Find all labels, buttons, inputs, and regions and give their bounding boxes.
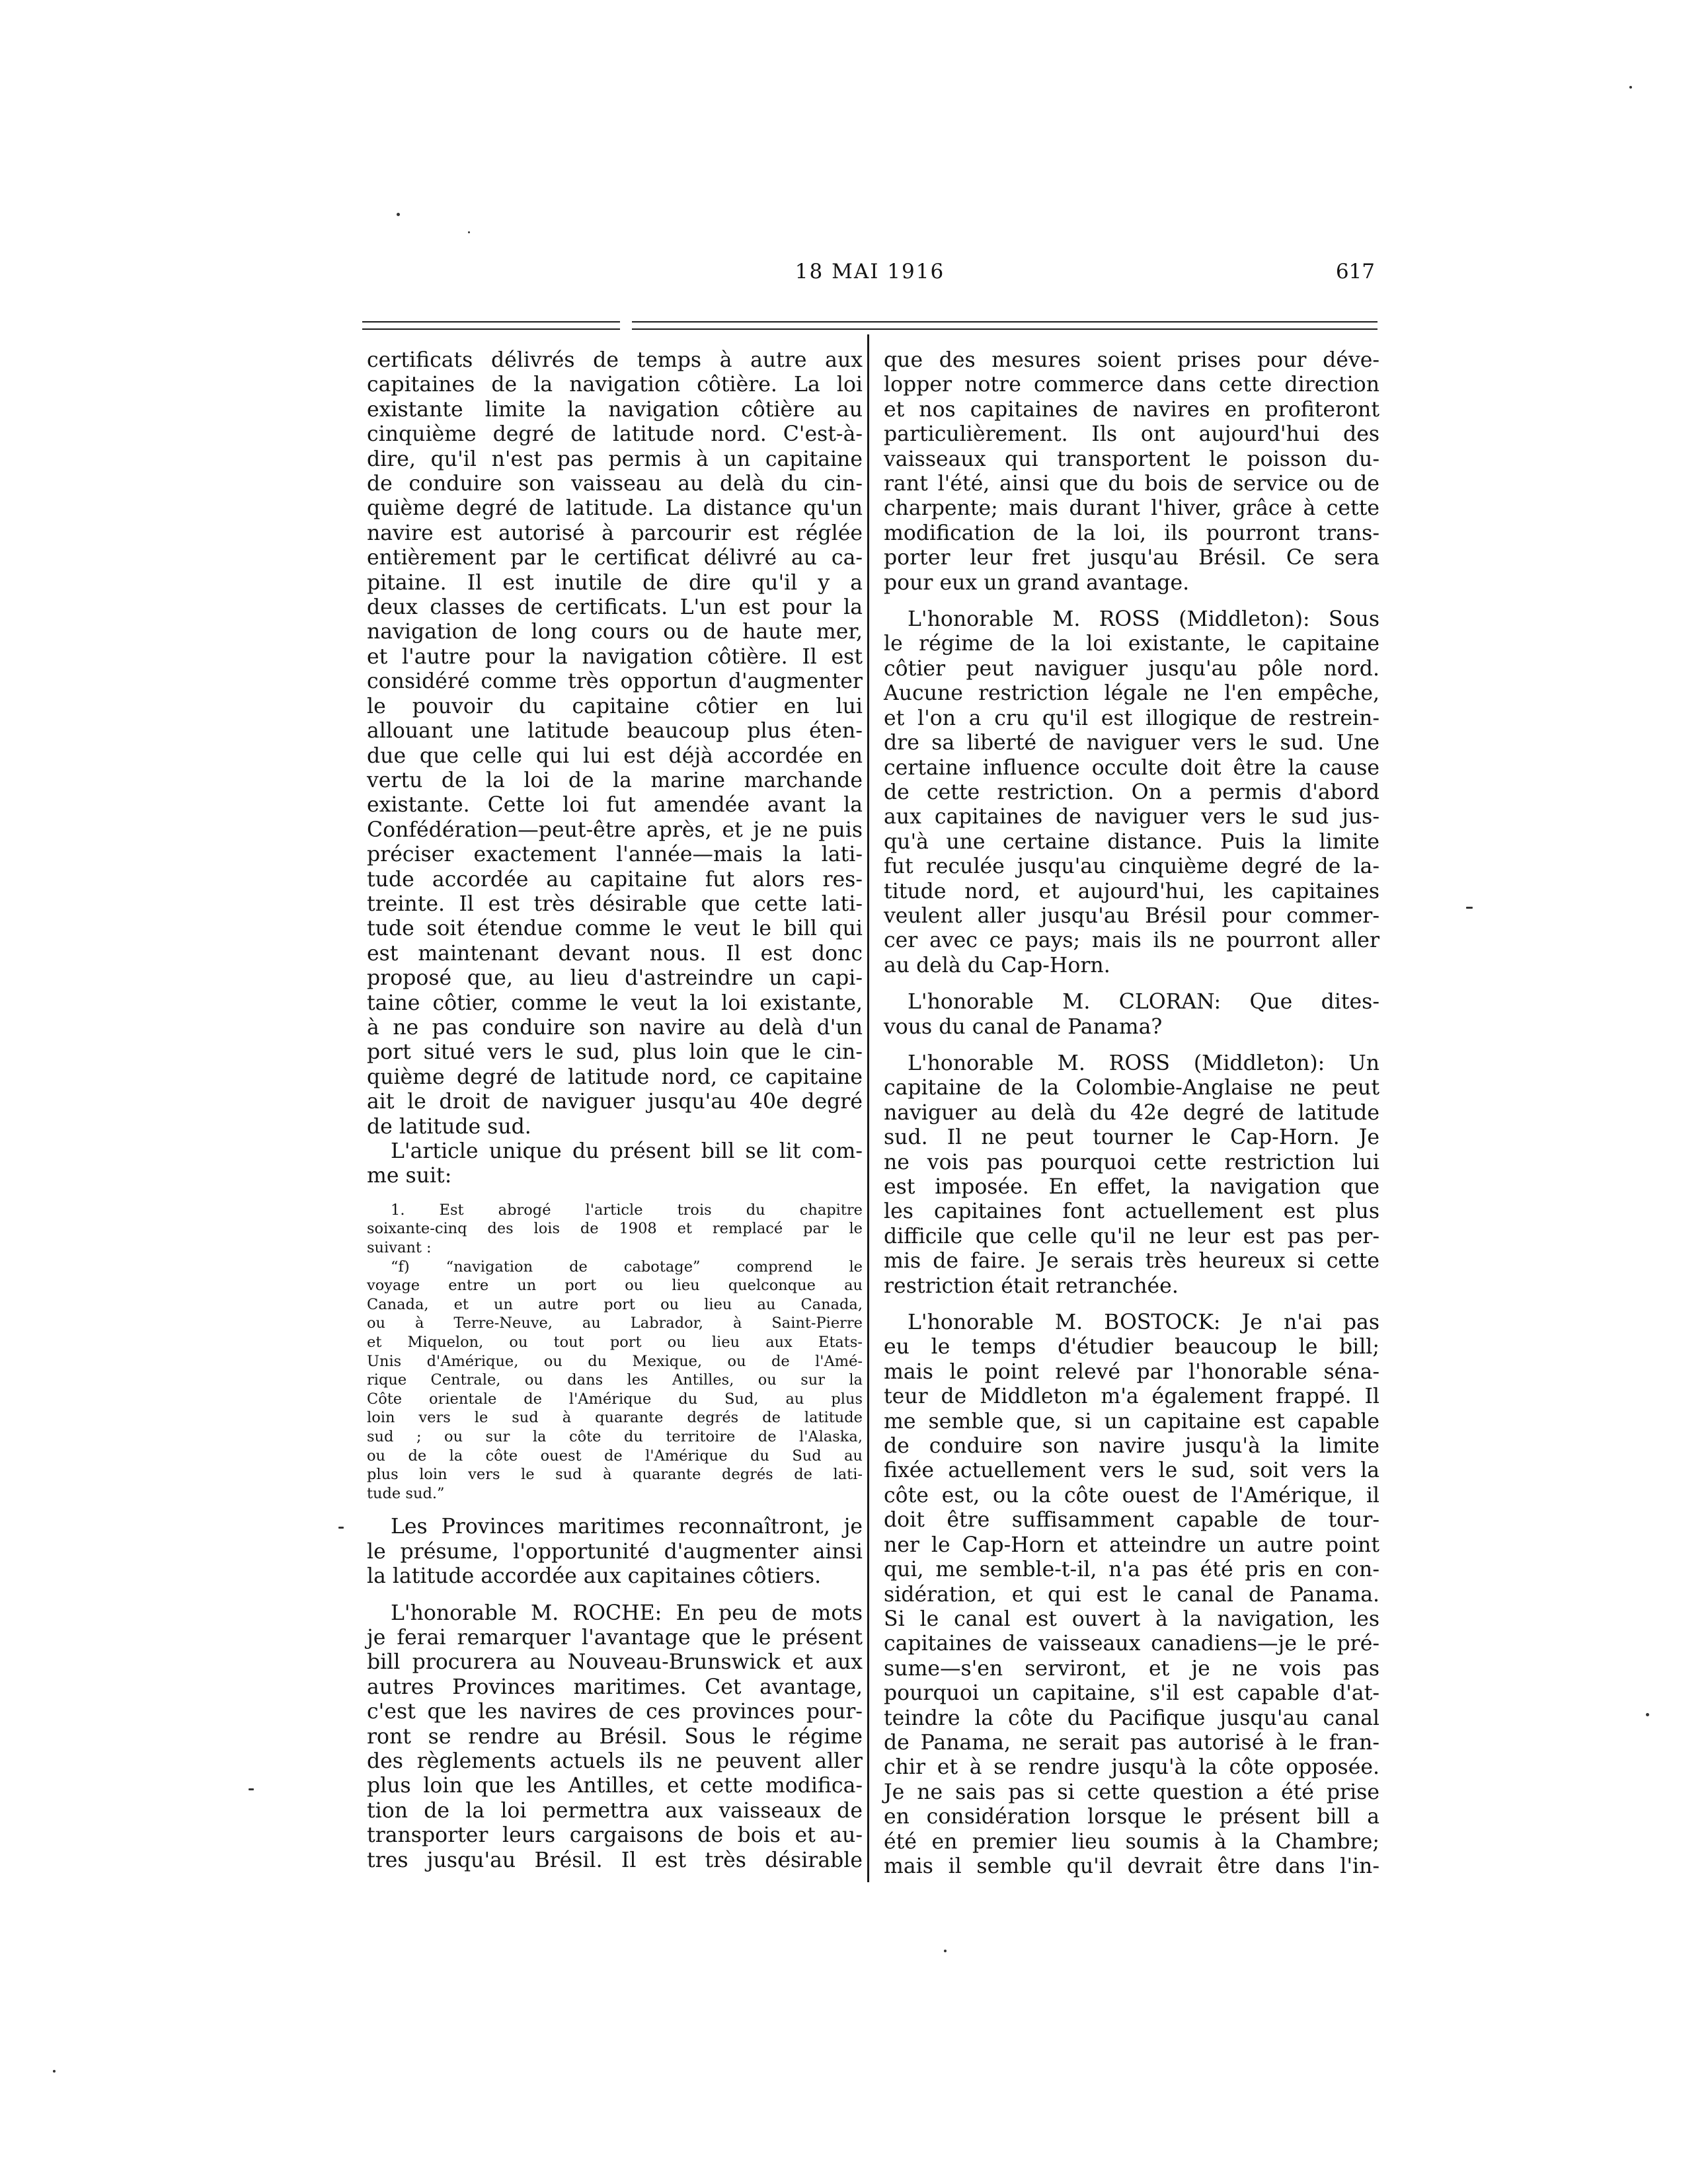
scan-speck — [1629, 86, 1632, 89]
scan-speck — [53, 2070, 56, 2073]
text-line: certaine influence occulte doit être la cause — [884, 755, 1379, 780]
text-line: autres Provinces maritimes. Cet avantage, — [367, 1675, 863, 1699]
page-number: 617 — [1335, 260, 1375, 284]
text-line: bill procurera au Nouveau-Brunswick et aux — [367, 1650, 863, 1675]
text-line: le pouvoir du capitaine côtier en lui — [367, 694, 863, 718]
text-line: Unis d'Amérique, ou du Mexique, ou de l'Amé- — [367, 1352, 863, 1370]
scan-speck — [1466, 907, 1473, 909]
text-line: due que celle qui lui est déjà accordée en — [367, 743, 863, 768]
text-line: L'honorable M. ROSS (Middleton): Sous — [908, 607, 1379, 632]
scan-speck — [944, 1950, 947, 1952]
text-line: Je ne sais pas si cette question a été prise — [884, 1780, 1379, 1804]
text-line: taine côtier, comme le veut la loi existante, — [367, 991, 863, 1015]
text-line: existante limite la navigation côtière au — [367, 397, 863, 422]
text-line: me suit: — [367, 1164, 452, 1188]
text-line: vous du canal de Panama? — [884, 1014, 1163, 1039]
text-line: suivant : — [367, 1239, 432, 1256]
text-line: plus loin vers le sud à quarante degrés de lati- — [367, 1466, 863, 1484]
text-line: et Miquelon, ou tout port ou lieu aux Etats- — [367, 1333, 863, 1351]
page-date: 18 MAI 1916 — [795, 260, 945, 284]
text-line: sud. Il ne peut tourner le Cap-Horn. Je — [884, 1125, 1379, 1150]
right-column — [884, 348, 1379, 1879]
text-line: et l'autre pour la navigation côtière. Il est — [367, 644, 863, 669]
header-rule-left — [362, 321, 620, 330]
text-line: mis de faire. Je serais très heureux si cette — [884, 1249, 1379, 1274]
page-header — [362, 260, 1378, 293]
text-line: certificats délivrés de temps à autre aux — [367, 348, 863, 372]
text-line: de conduire son navire jusqu'à la limite — [884, 1434, 1379, 1459]
text-line: L'honorable M. CLORAN: Que dites- — [908, 990, 1379, 1014]
text-line: quième degré de latitude nord, ce capitaine — [367, 1065, 863, 1089]
text-line: tude sud.” — [367, 1484, 445, 1502]
text-line: côte est, ou la côte ouest de l'Amérique, il — [884, 1483, 1379, 1507]
text-line: le présume, l'opportunité d'augmenter ainsi — [367, 1539, 863, 1564]
text-line: L'honorable M. ROSS (Middleton): Un — [908, 1051, 1379, 1075]
text-line: que des mesures soient prises pour déve- — [884, 348, 1379, 372]
scan-speck — [338, 1527, 344, 1529]
text-line: dre sa liberté de naviguer vers le sud. Une — [884, 731, 1379, 755]
text-line: c'est que les navires de ces provinces pour- — [367, 1700, 863, 1724]
text-line: capitaine de la Colombie-Anglaise ne peut — [884, 1076, 1379, 1100]
text-line: qu'à une certaine distance. Puis la limite — [884, 829, 1379, 854]
text-line: difficile que celle qu'il ne leur est pas per- — [884, 1224, 1379, 1248]
scan-speck — [249, 1788, 254, 1790]
text-line: particulièrement. Ils ont aujourd'hui des — [884, 422, 1379, 447]
text-line: au delà du Cap-Horn. — [884, 953, 1110, 977]
text-line: le régime de la loi existante, le capitaine — [884, 632, 1379, 656]
text-line: 1. Est abrogé l'article trois du chapitre — [391, 1201, 863, 1219]
text-line: de Panama, ne serait pas autorisé à le fran- — [884, 1730, 1379, 1755]
text-line: L'honorable M. BOSTOCK: Je n'ai pas — [908, 1311, 1379, 1335]
text-line: quième degré de latitude. La distance qu'un — [367, 496, 863, 521]
text-line: préciser exactement l'année—mais la lati- — [367, 843, 863, 867]
text-line: plus loin que les Antilles, et cette modifica- — [367, 1774, 863, 1798]
text-line: cinquième degré de latitude nord. C'est-à- — [367, 422, 863, 447]
text-line: des règlements actuels ils ne peuvent aller — [367, 1749, 863, 1773]
text-line: lopper notre commerce dans cette direction — [884, 373, 1379, 397]
text-line: entièrement par le certificat délivré au ca- — [367, 546, 863, 570]
text-line: vaisseaux qui transportent le poisson du- — [884, 447, 1379, 471]
text-line: titude nord, et aujourd'hui, les capitaines — [884, 879, 1379, 903]
text-line: de latitude sud. — [367, 1114, 531, 1139]
text-line: dire, qu'il n'est pas permis à un capitaine — [367, 447, 863, 471]
scan-speck — [468, 231, 470, 233]
text-line: je ferai remarquer l'avantage que le présent — [367, 1625, 863, 1650]
text-line: port situé vers le sud, plus loin que le cin- — [367, 1040, 863, 1065]
text-line: loin vers le sud à quarante degrés de latitude — [367, 1409, 863, 1427]
text-line: à ne pas conduire son navire au delà d'un — [367, 1015, 863, 1040]
quoted-article-block — [367, 1201, 863, 1504]
text-line: été en premier lieu soumis à la Chambre; — [884, 1829, 1379, 1854]
text-line: est maintenant devant nous. Il est donc — [367, 941, 863, 966]
text-line: modification de la loi, ils pourront trans- — [884, 521, 1379, 545]
text-line: treinte. Il est très désirable que cette lati- — [367, 892, 863, 916]
text-line: et nos capitaines de navires en profiteront — [884, 397, 1379, 422]
text-line: ait le droit de naviguer jusqu'au 40e degré — [367, 1090, 863, 1114]
text-line: sud ; ou sur la côte du territoire de l'Alaska, — [367, 1428, 863, 1445]
text-line: doit être suffisamment capable de tour- — [884, 1508, 1379, 1533]
header-rule-right — [632, 321, 1378, 330]
text-line: ne vois pas pourquoi cette restriction lui — [884, 1150, 1379, 1174]
text-line: ner le Cap-Horn et atteindre un autre point — [884, 1533, 1379, 1557]
text-line: “f) “navigation de cabotage” comprend le — [391, 1258, 863, 1276]
text-line: navire est autorisé à parcourir est réglée — [367, 521, 863, 545]
text-line: mais le point relevé par l'honorable séna- — [884, 1359, 1379, 1384]
text-line: sume—s'en serviront, et je ne vois pas — [884, 1656, 1379, 1681]
text-line: et l'on a cru qu'il est illogique de restrein- — [884, 706, 1379, 730]
text-line: cer avec ce pays; mais ils ne pourront aller — [884, 929, 1379, 953]
text-line: Les Provinces maritimes reconnaîtront, je — [391, 1515, 863, 1539]
text-line: Canada, et un autre port ou lieu au Canada, — [367, 1295, 863, 1313]
text-line: fixée actuellement vers le sud, soit vers la — [884, 1459, 1379, 1483]
text-line: Confédération—peut-être après, et je ne puis — [367, 818, 863, 842]
text-line: capitaines de la navigation côtière. La loi — [367, 373, 863, 397]
text-line: côtier peut naviguer jusqu'au pôle nord. — [884, 656, 1379, 681]
text-line: restriction était retranchée. — [884, 1274, 1179, 1298]
text-line: voyage entre un port ou lieu quelconque au — [367, 1277, 863, 1295]
text-line: charpente; mais durant l'hiver, grâce à cette — [884, 496, 1379, 521]
text-line: pourquoi un capitaine, s'il est capable d'at- — [884, 1681, 1379, 1706]
text-line: L'honorable M. ROCHE: En peu de mots — [391, 1601, 863, 1625]
text-line: ront se rendre au Brésil. Sous le régime — [367, 1724, 863, 1749]
left-column — [367, 348, 863, 1873]
text-line: transporter leurs cargaisons de bois et au- — [367, 1823, 863, 1848]
text-line: Côte orientale de l'Amérique du Sud, au plus — [367, 1390, 863, 1408]
text-line: chir et à se rendre jusqu'à la côte opposée. — [884, 1755, 1379, 1780]
text-line: Aucune restriction légale ne l'en empêche, — [884, 681, 1379, 706]
text-line: pitaine. Il est inutile de dire qu'il y a — [367, 570, 863, 595]
text-line: navigation de long cours ou de haute mer, — [367, 620, 863, 644]
text-line: teindre la côte du Pacifique jusqu'au canal — [884, 1706, 1379, 1730]
text-line: la latitude accordée aux capitaines côtiers. — [367, 1564, 822, 1589]
scan-speck — [1646, 1713, 1649, 1716]
text-line: ou de la côte ouest de l'Amérique du Sud au — [367, 1447, 863, 1465]
text-line: L'article unique du présent bill se lit com- — [391, 1139, 863, 1163]
text-line: me semble que, si un capitaine est capable — [884, 1409, 1379, 1433]
text-line: les capitaines font actuellement est plus — [884, 1200, 1379, 1224]
column-divider — [867, 334, 869, 1882]
text-line: allouant une latitude beaucoup plus éten- — [367, 719, 863, 743]
text-line: de conduire son vaisseau au delà du cin- — [367, 472, 863, 496]
text-line: eu le temps d'étudier beaucoup le bill; — [884, 1335, 1379, 1359]
text-line: soixante-cinq des lois de 1908 et remplacé par le — [367, 1220, 863, 1238]
text-line: veulent aller jusqu'au Brésil pour commer- — [884, 903, 1379, 928]
text-line: fut reculée jusqu'au cinquième degré de la- — [884, 855, 1379, 879]
text-line: rant l'été, ainsi que du bois de service ou de — [884, 472, 1379, 496]
text-line: teur de Middleton m'a également frappé. Il — [884, 1385, 1379, 1409]
text-line: considéré comme très opportun d'augmenter — [367, 669, 863, 694]
text-line: vertu de la loi de la marine marchande — [367, 768, 863, 792]
text-line: en considération lorsque le présent bill a — [884, 1805, 1379, 1829]
text-line: Si le canal est ouvert à la navigation, les — [884, 1607, 1379, 1631]
text-line: mais il semble qu'il devrait être dans l'in- — [884, 1854, 1379, 1878]
text-line: de cette restriction. On a permis d'abord — [884, 780, 1379, 804]
text-line: sidération, et qui est le canal de Panama. — [884, 1582, 1379, 1607]
text-line: deux classes de certificats. L'un est pour la — [367, 595, 863, 620]
text-line: tres jusqu'au Brésil. Il est très désirable — [367, 1848, 863, 1872]
text-line: naviguer au delà du 42e degré de latitude — [884, 1100, 1379, 1125]
text-line: existante. Cette loi fut amendée avant la — [367, 793, 863, 818]
text-line: proposé que, au lieu d'astreindre un capi- — [367, 966, 863, 991]
text-line: ou à Terre-Neuve, au Labrador, à Saint-Pierre — [367, 1315, 863, 1332]
text-line: tion de la loi permettra aux vaisseaux de — [367, 1798, 863, 1823]
text-line: rique Centrale, ou dans les Antilles, ou sur la — [367, 1371, 863, 1389]
text-line: est imposée. En effet, la navigation que — [884, 1175, 1379, 1199]
text-line: porter leur fret jusqu'au Brésil. Ce sera — [884, 546, 1379, 570]
text-line: pour eux un grand avantage. — [884, 570, 1190, 595]
text-line: aux capitaines de naviguer vers le sud jus- — [884, 805, 1379, 829]
scan-speck — [397, 213, 400, 216]
text-line: tude accordée au capitaine fut alors res- — [367, 867, 863, 892]
text-line: qui, me semble-t-il, n'a pas été pris en con- — [884, 1558, 1379, 1582]
text-line: tude soit étendue comme le veut le bill qui — [367, 917, 863, 941]
text-line: capitaines de vaisseaux canadiens—je le pré- — [884, 1632, 1379, 1656]
